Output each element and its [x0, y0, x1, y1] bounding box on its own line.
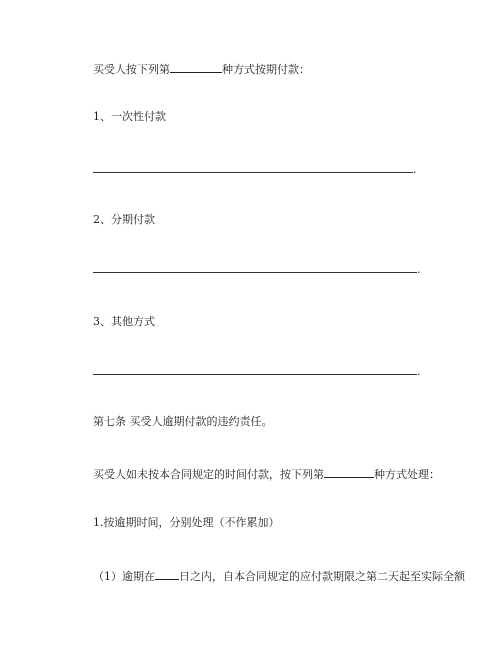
fill-blank [155, 568, 179, 580]
clause-text-end: 种方式按期付款： [222, 63, 310, 76]
clause-text-start: （1）逾期在 [93, 570, 155, 583]
clause-text-start: 买受人按下列第 [93, 63, 170, 76]
fill-blank [170, 61, 222, 73]
option-other: 3、其他方式 [93, 315, 155, 328]
payment-method-clause [93, 61, 310, 77]
late-item-1-sub-1 [93, 568, 465, 584]
clause-text-start: 买受人如未按本合同规定的时间付款，按下列第 [93, 468, 324, 481]
option-installment: 2、分期付款 [93, 213, 155, 226]
clause-text-end: 种方式处理： [374, 468, 440, 481]
line-end-mark: . [417, 365, 421, 378]
article-7-heading: 第七条 买受人逾期付款的违约责任。 [93, 415, 273, 428]
fill-blank [324, 466, 374, 478]
line-end-mark: . [417, 263, 421, 276]
blank-line [93, 374, 417, 375]
late-item-1: 1.按逾期时间，分别处理（不作累加） [93, 516, 280, 529]
option-lump-sum: 1、一次性付款 [93, 110, 166, 123]
clause-text-end: 日之内，自本合同规定的应付款期限之第二天起至实际全额 [179, 570, 465, 583]
late-payment-clause [93, 466, 440, 482]
blank-line [93, 172, 413, 173]
line-end-mark: . [413, 163, 417, 176]
blank-line [93, 272, 417, 273]
